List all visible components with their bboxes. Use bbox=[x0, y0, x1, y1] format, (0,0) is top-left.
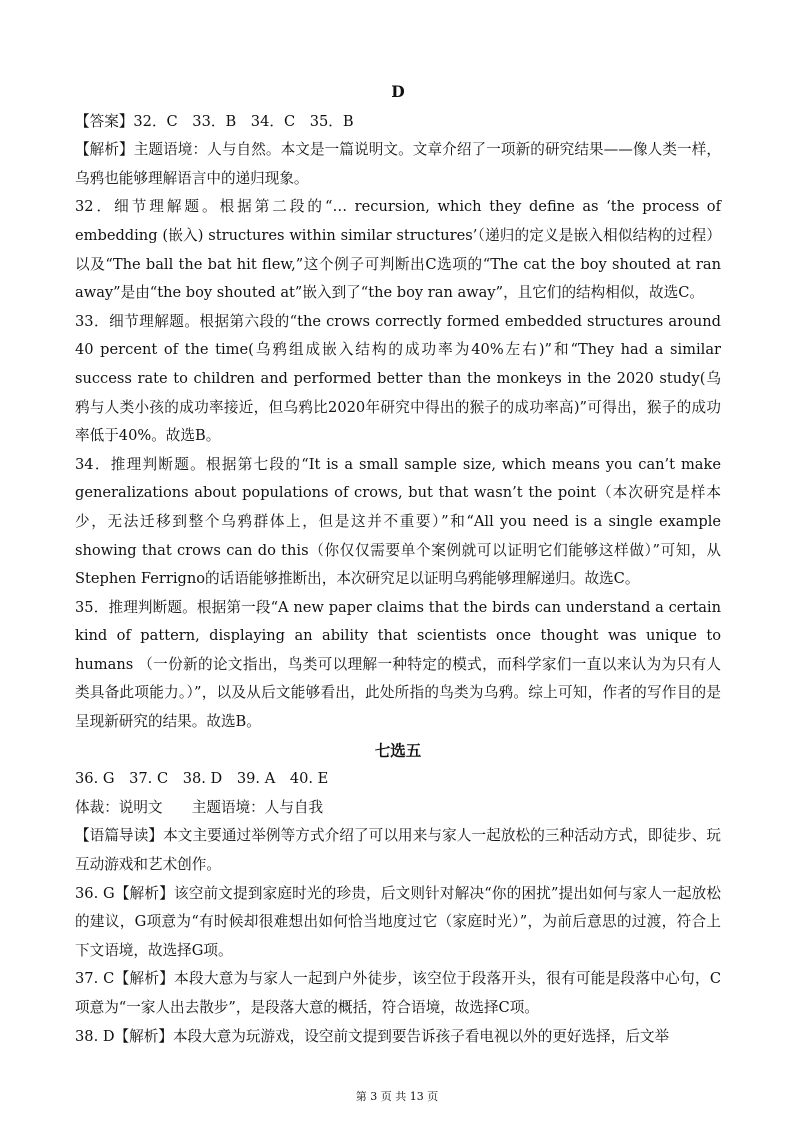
analysis-q36: 36. G【解析】该空前文提到家庭时光的珍贵，后文则针对解决“你的困扰”提出如何与家人一起放松的建议，G项意为“有时候却很难想出如何恰当地度过它（家庭时光）”，为前后意思的过渡，符合上下文语境，故选择G项。 bbox=[75, 884, 721, 959]
answer-key-d: 【答案】32．C 33．B 34．C 35．B bbox=[75, 112, 354, 130]
passage-guide: 【语篇导读】本文主要通过举例等方式介绍了可以用来与家人一起放松的三种活动方式，即徒步、玩互动游戏和艺术创作。 bbox=[75, 827, 721, 874]
analysis-q34: 34．推理判断题。根据第七段的“It is a small sample size, which means you can’t make generalizations about populations of crows, but that wasn’t the point（本次研究是样本少，无法迁移到整个乌鸦群体上，但是这并不重要）”和“All you need is a single example showing that crows can do this（你仅仅需要单个案例就可以证明它们能够这样做）”可知，从Stephen Ferrigno的话语能够推断出，本次研究足以证明乌鸦能够理解递归。故选C。 bbox=[75, 455, 721, 588]
analysis-q33: 33．细节理解题。根据第六段的“the crows correctly formed embedded structures around 40 percent of the time(乌鸦组成嵌入结构的成功率为40%左右)”和“They had a similar success rate to children and performed better than the monkeys in the 2020 study(乌鸦与人类小孩的成功率接近，但乌鸦比2020年研究中得出的猴子的成功率高)”可得出，猴子的成功率低于40%。故选B。 bbox=[75, 312, 721, 445]
analysis-summary-d: 【解析】主题语境：人与自然。本文是一篇说明文。文章介绍了一项新的研究结果——像人类一样，乌鸦也能够理解语言中的递归现象。 bbox=[75, 141, 721, 187]
genre-theme: 体裁：说明文 主题语境：人与自我 bbox=[75, 798, 324, 816]
page-number-footer: 第 3 页 共 13 页 bbox=[355, 1090, 439, 1103]
analysis-q37: 37. C【解析】本段大意为与家人一起到户外徒步，该空位于段落开头，很有可能是段落中心句，C项意为“一家人出去散步”，是段落大意的概括，符合语境，故选择C项。 bbox=[75, 970, 721, 1016]
section-title-qixuanwu: 七选五 bbox=[374, 740, 422, 760]
section-title-d: D bbox=[391, 82, 405, 101]
analysis-q35: 35．推理判断题。根据第一段“A new paper claims that the birds can understand a certain kind of pattern, displaying an ability that scientists once thought was unique to humans （一份新的论文指出，鸟类可以理解一种特定的模式，而科学家们一直以来认为为只有人类具备此项能力。）”，以及从后文能够看出，此处所指的鸟类为乌鸦。综上可知，作者的写作目的是呈现新研究的结果。故选B。 bbox=[75, 598, 721, 731]
analysis-q32: 32．细节理解题。根据第二段的“… recursion, which they define as ‘the process of embedding (嵌入) structures within similar structures’（递归的定义是嵌入相似结构的过程）以及“The ball the bat hit flew,”这个例子可判断出C选项的“The cat the boy shouted at ran away”是由“the boy shouted at”嵌入到了“the boy ran away”，且它们的结构相似，故选C。 bbox=[75, 198, 721, 302]
answer-key-qixuanwu: 36. G 37. C 38. D 39. A 40. E bbox=[75, 770, 329, 788]
document-page bbox=[75, 78, 721, 1051]
analysis-q38: 38. D【解析】本段大意为玩游戏，设空前文提到要告诉孩子看电视以外的更好选择，后文举 bbox=[75, 1027, 670, 1045]
